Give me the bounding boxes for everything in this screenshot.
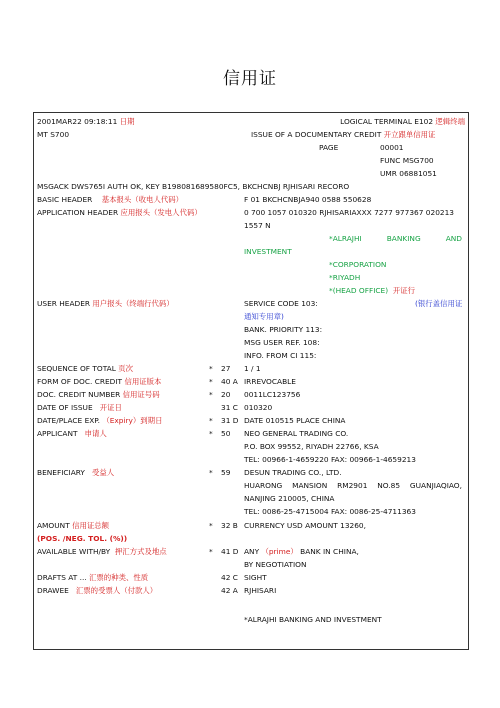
user-header-label: USER HEADER 用户报头（终端行代码） [37, 299, 174, 308]
header-func: FUNC MSG700 [380, 156, 434, 165]
service-code: SERVICE CODE 103: [244, 299, 318, 308]
available-line2: BY NEGOTIATION [244, 560, 307, 569]
msgack-line: MSGACK DWS765I AUTH OK, KEY B198081689580FC5, BKCHCNBJ RJHISARI RECORO [37, 182, 350, 191]
field-label: FORM OF DOC. CREDIT 信用证版本 [37, 377, 162, 386]
head-office: *(HEAD OFFICE) 开证行 [329, 286, 416, 295]
beneficiary-tag: 59 [221, 468, 231, 477]
available-star: * [209, 547, 213, 556]
header-umr: UMR 06881051 [380, 169, 437, 178]
field-value: IRREVOCABLE [244, 377, 296, 386]
field-value: 1 / 1 [244, 364, 261, 373]
header-datetime: 2001MAR22 09:18:11 日期 [37, 117, 135, 126]
terminal-cn: 逻辑终端 [435, 117, 465, 126]
app-header-cn: 应用报头（发电人代码） [120, 208, 202, 217]
service-note-2: 通知专用章) [244, 312, 284, 321]
beneficiary-address: HUARONG MANSION RM2901 NO.85 GUANJIAQIAO, [244, 481, 462, 490]
user-header-cn: 用户报头（终端行代码） [92, 299, 174, 308]
applicant-line: NEO GENERAL TRADING CO. [244, 429, 349, 438]
beneficiary-line: DESUN TRADING CO., LTD. [244, 468, 342, 477]
basic-header-value: F 01 BKCHCNBJA940 0588 550628 [244, 195, 372, 204]
field-star: * [209, 390, 213, 399]
header-issue: ISSUE OF A DOCUMENTARY CREDIT 开立跟单信用证 [251, 130, 436, 139]
field-star: * [209, 416, 213, 425]
issue-cn: 开立跟单信用证 [383, 130, 436, 139]
bank-name-line: *ALRAJHI BANKING AND [329, 234, 462, 243]
applicant-star: * [209, 429, 213, 438]
header-page-value: 00001 [380, 143, 404, 152]
field-label: SEQUENCE OF TOTAL 页次 [37, 364, 133, 373]
basic-header-label: BASIC HEADER 基本报头（收电人代码） [37, 195, 184, 204]
bank-city: *RIYADH [329, 273, 361, 282]
available-value: ANY （prime） BANK IN CHINA, [244, 547, 359, 556]
amount-star: * [209, 521, 213, 530]
header-mt: MT S700 [37, 130, 70, 139]
field-label: DATE OF ISSUE 开证日 [37, 403, 122, 412]
applicant-line: P.O. BOX 99552, RIYADH 22766, KSA [244, 442, 379, 451]
drawee-label: DRAWEE 汇票的受票人（付款人） [37, 586, 158, 595]
bank-name-line2: INVESTMENT [244, 247, 292, 256]
field-star: * [209, 364, 213, 373]
field-value: 0011LC123756 [244, 390, 301, 399]
service-note: (银行盖信用证 [415, 299, 463, 308]
field-value: 010320 [244, 403, 273, 412]
drafts-value: SIGHT [244, 573, 267, 582]
datetime-cn: 日期 [119, 117, 135, 126]
header-page-label: PAGE [319, 143, 339, 152]
beneficiary-line: NANJING 210005, CHINA [244, 494, 335, 503]
app-header-label: APPLICATION HEADER 应用报头（发电人代码） [37, 208, 202, 217]
bank-corporation: *CORPORATION [329, 260, 387, 269]
beneficiary-label: BENEFICIARY 受益人 [37, 468, 115, 477]
field-label: DOC. CREDIT NUMBER 信用证号码 [37, 390, 160, 399]
drafts-tag: 42 C [221, 573, 238, 582]
page-title: 信用证 [223, 69, 277, 89]
amount-value: CURRENCY USD AMOUNT 13260, [244, 521, 366, 530]
applicant-line: TEL: 00966-1-4659220 FAX: 00966-1-4659213 [244, 455, 416, 464]
available-tag: 41 D [221, 547, 239, 556]
app-header-line2: 1557 N [244, 221, 271, 230]
field-label: DATE/PLACE EXP. （Expiry）到期日 [37, 416, 163, 425]
amount-label: AMOUNT 信用证总额 [37, 521, 110, 530]
applicant-label: APPLICANT 申请人 [37, 429, 107, 438]
head-office-cn: 开证行 [392, 286, 416, 295]
field-tag: 27 [221, 364, 231, 373]
field-tag: 40 A [221, 377, 238, 386]
drawee-tag: 42 A [221, 586, 238, 595]
info-from-ci: INFO. FROM CI 115: [244, 351, 317, 360]
field-tag: 31 D [221, 416, 239, 425]
basic-header-cn: 基本报头（收电人代码） [101, 195, 184, 204]
applicant-tag: 50 [221, 429, 231, 438]
amount-tolerance-note: (POS. /NEG. TOL. (%)) [37, 534, 128, 543]
header-terminal: LOGICAL TERMINAL E102 逻辑终端 [340, 117, 465, 126]
drawee-value: RJHISARI [244, 586, 277, 595]
telex-frame [33, 112, 469, 650]
field-tag: 31 C [221, 403, 238, 412]
drafts-label: DRAFTS AT ... 汇票的种类、性质 [37, 573, 149, 582]
amount-tag: 32 B [221, 521, 238, 530]
field-value: DATE 010515 PLACE CHINA [244, 416, 346, 425]
drawee-bank: *ALRAJHI BANKING AND INVESTMENT [244, 615, 382, 624]
msg-user-ref: MSG USER REF. 108: [244, 338, 320, 347]
field-star: * [209, 377, 213, 386]
available-label: AVAILABLE WITH/BY 押汇方式及地点 [37, 547, 167, 556]
field-tag: 20 [221, 390, 231, 399]
beneficiary-line: TEL: 0086-25-4715004 FAX: 0086-25-4711363 [244, 507, 416, 516]
bank-priority: BANK. PRIORITY 113: [244, 325, 323, 334]
beneficiary-star: * [209, 468, 213, 477]
app-header-line1: 0 700 1057 010320 RJHISARIAXXX 7277 977367 020213 [244, 208, 455, 217]
